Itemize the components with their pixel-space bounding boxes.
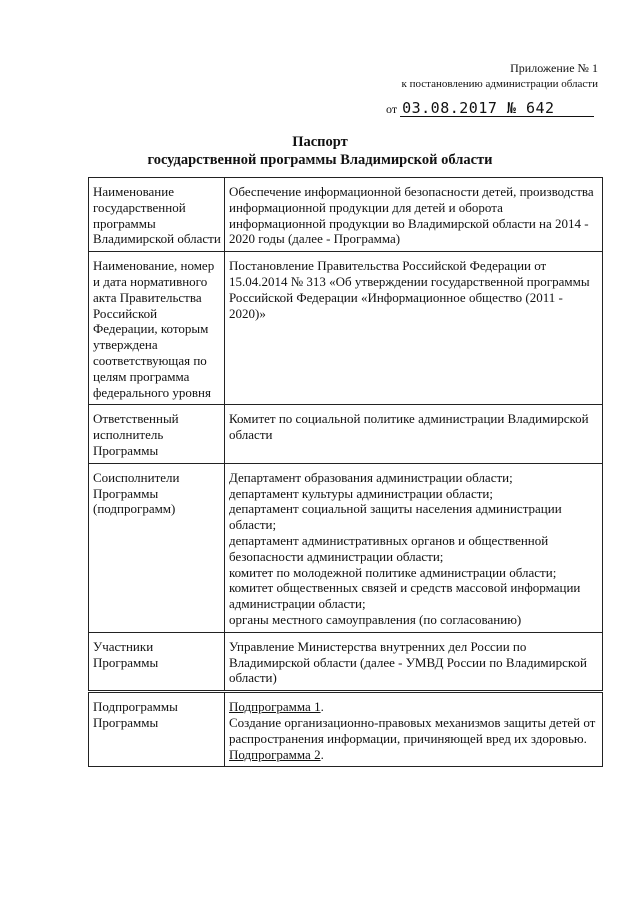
- list-item: департамент культуры администрации области;: [229, 485, 493, 501]
- appendix-line-2: к постановлению администрации области: [401, 78, 598, 90]
- table-row: [89, 463, 603, 632]
- list-item: органы местного самоуправления (по согласованию): [229, 611, 522, 627]
- row-value: Комитет по социальной политике администрации Владимирской области: [225, 405, 603, 463]
- list-item: комитет общественных связей и средств массовой информации администрации области;: [229, 580, 581, 612]
- row-label: Наименование, номер и дата нормативного акта Правительства Российской Федерации, которым утверждена соответствующая по целям программа федерального уровня: [89, 252, 225, 405]
- appendix-header: [338, 60, 598, 92]
- date-prefix: от: [386, 102, 398, 116]
- subprogram-1-title: Подпрограмма 1: [229, 699, 321, 715]
- row-value-subprograms: Подпрограмма 1. Создание организационно-правовых механизмов защиты детей от распространения информации, причиняющей вред их здоровью. Подпрограмма 2.: [225, 692, 603, 767]
- table-row: [89, 178, 603, 252]
- row-label: Соисполнители Программы (подпрограмм): [89, 463, 225, 632]
- row-label: Участники Программы: [89, 632, 225, 691]
- row-value: Управление Министерства внутренних дел России по Владимирской области (далее - УМВД России по Владимирской области): [225, 632, 603, 691]
- row-value: Постановление Правительства Российской Федерации от 15.04.2014 № 313 «Об утверждении государственной программы Российской Федерации «Информационное общество (2011 - 2020)»: [225, 252, 603, 405]
- appendix-line-1: Приложение № 1: [510, 61, 598, 75]
- row-label: Ответственный исполнитель Программы: [89, 405, 225, 463]
- title-line-1: Паспорт: [292, 134, 348, 150]
- list-item: Департамент образования администрации области;: [229, 469, 513, 485]
- row-value-list: [225, 463, 603, 632]
- row-value: Обеспечение информационной безопасности детей, производства информационной продукции для детей и оборота информационной продукции во Владимирской области на 2014 - 2020 годы (далее - Программа): [225, 178, 603, 252]
- table-row: [89, 405, 603, 463]
- row-label: Подпрограммы Программы: [89, 692, 225, 767]
- page-title: [0, 133, 640, 169]
- table-row: [89, 692, 603, 767]
- row-label: Наименование государственной программы Владимирской области: [89, 178, 225, 252]
- title-line-2: государственной программы Владимирской области: [147, 152, 493, 168]
- table-row: [89, 252, 603, 405]
- passport-table: [88, 177, 603, 767]
- list-item: департамент административных органов и общественной безопасности администрации области;: [229, 532, 549, 564]
- list-item: комитет по молодежной политике администрации области;: [229, 564, 557, 580]
- list-item: департамент социальной защиты населения администрации области;: [229, 501, 562, 533]
- decree-date-line: [386, 100, 594, 117]
- table-row: [89, 632, 603, 691]
- decree-date-number: 03.08.2017 № 642: [400, 100, 594, 117]
- subprogram-2-title: Подпрограмма 2: [229, 746, 321, 762]
- subprogram-1-text: Создание организационно-правовых механизмов защиты детей от распространения информации, причиняющей вред их здоровью.: [229, 714, 596, 746]
